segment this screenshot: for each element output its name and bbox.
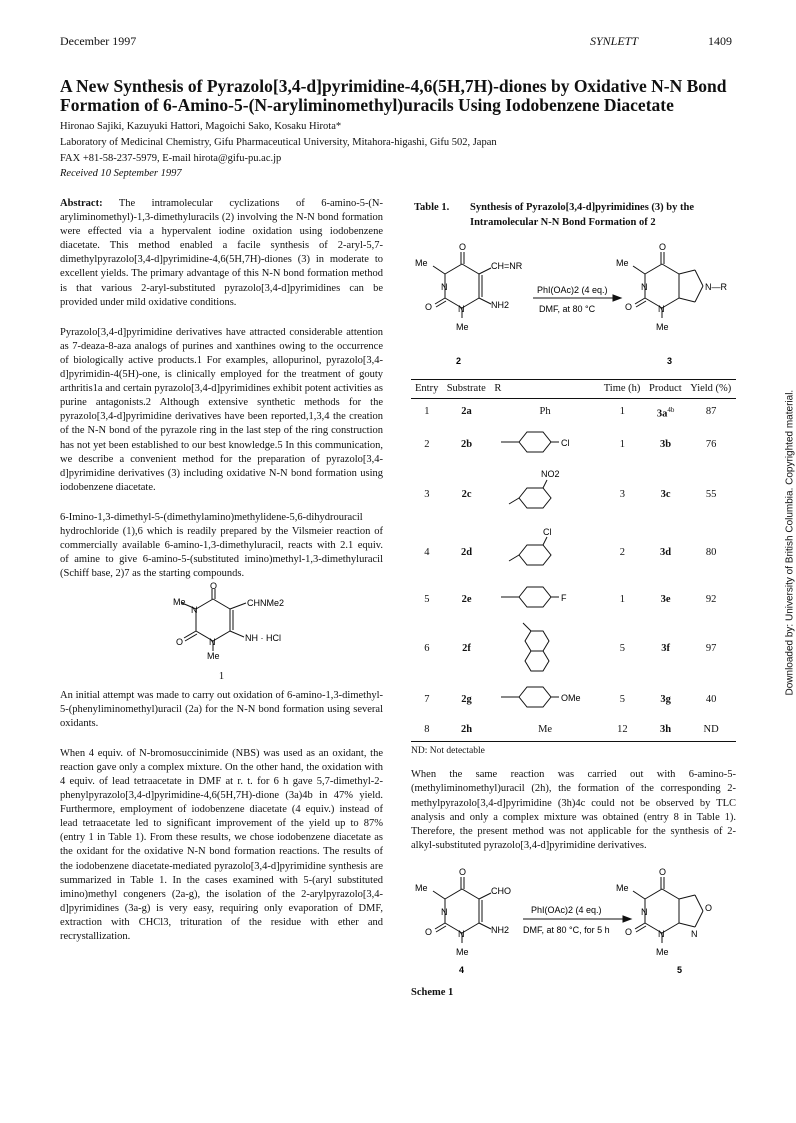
prod3-me-bottom: Me (656, 322, 669, 332)
sm4-aldehyde: CHO (491, 885, 511, 896)
r-substituent: NO2 (541, 469, 560, 480)
entry-cell: 7 (424, 693, 430, 705)
right-column (411, 200, 736, 1000)
compound-1-substituent: CHNMe2 (247, 598, 285, 609)
substrate-cell: 2d (461, 546, 473, 558)
contact-info: FAX +81-58-237-5979, E-mail hirota@gifu-pu.ac.jp (60, 153, 282, 164)
substrate-cell: 2e (461, 593, 472, 605)
product-reference: 4b (667, 405, 675, 414)
product-cell: 3b (660, 438, 672, 450)
table-row (411, 425, 736, 465)
col-entry: Entry (411, 380, 443, 399)
abstract-text: The intramolecular cyclizations of 6-amino-5-(N-aryliminomethyl)-1,3-dimethyluracils (2) involving the N-N bond formation were effected via a hypervalent iodine oxidation using iodobenzene diacetate. This method enabled a facile synthesis of 2-aryl-5,7-dimethylpyrazolo[3,4-d]pyrimidine-4,6(5H,7H)-diones (3) in moderate to excellent yields. The primary advantage of this N-N bond formation method is that various 2-aryl-substituted pyrazolo[3,4-d]pyrimidines can be provided under mild oxidative conditions. (60, 198, 384, 308)
sm4-amino: NH2 (491, 924, 510, 935)
r-cell: Me (538, 724, 553, 736)
compound-1-oxygen-top: O (210, 581, 218, 592)
product-cell: 3f (661, 643, 670, 655)
header-journal: SYNLETT (590, 34, 639, 48)
r-cell (490, 680, 599, 720)
prod5-ring-n: N (691, 928, 698, 939)
time-cell: 3 (619, 488, 625, 500)
prod5-me-bottom: Me (656, 946, 669, 957)
substrate-cell: 2f (462, 643, 471, 655)
prod5-oxygen-bottom: O (625, 926, 633, 937)
prod3-me-top: Me (616, 258, 629, 268)
received-date: Received 10 September 1997 (60, 168, 182, 179)
product-cell (645, 399, 686, 425)
product-cell: 3c (660, 488, 671, 500)
table-1-reagent: PhI(OAc)2 (4 eq.) (537, 285, 608, 295)
table-row (411, 581, 736, 619)
sm2-me-top: Me (415, 258, 428, 268)
time-cell: 5 (619, 693, 625, 705)
yield-cell: 40 (705, 693, 717, 705)
compound-1-me-bottom: Me (207, 651, 220, 662)
prod3-label: 3 (667, 356, 673, 366)
sm4-me-bottom: Me (456, 946, 469, 957)
compound-1-label: 1 (218, 671, 225, 683)
table-row (411, 399, 736, 425)
intro-paragraph: Pyrazolo[3,4-d]pyrimidine derivatives have attracted considerable attention as 7-deaza-8-aza analogs of purines and xanthines owing to the occurrence of biologically active products.1 For examples, allopurinol, pyrazolo[3,4-d]pyrimidin-4(5H)-one, is clinically employed for the treatment of gouty arthritis1a and certain pyrazolo[3,4-d]pyrimidines exhibit potent activities as purine antagonists.2 Although extensive synthetic methods for the pyrazolo[3,4-d]pyrimidine derivatives have been reported,1,3,4 the creation of the N-N bond of the pyrazole ring in the last step of the ring construction has not yet been established to our best knowledge.5 In this communication, we describe a convenient method for the preparation of pyrazolo[3,4-d]pyrimidine derivatives (3) including oxidative N-N bond formation using iodobenzene diacetate. (60, 326, 383, 493)
time-cell: 1 (619, 593, 625, 605)
time-cell: 1 (619, 438, 625, 450)
entry-cell: 5 (424, 593, 430, 605)
scheme-1-caption: Scheme 1 (411, 987, 454, 999)
prod5-ring-oxygen: O (705, 902, 713, 913)
prod3-n-r: N—R (705, 282, 727, 292)
sm4-n1: N (458, 928, 465, 939)
entry-cell: 6 (424, 643, 430, 655)
methoxyphenyl-structure (495, 682, 595, 712)
table-row (411, 525, 736, 581)
r-cell (490, 465, 599, 525)
yield-cell: 97 (705, 643, 717, 655)
r-substituent: Cl (543, 527, 552, 538)
entry-cell: 2 (424, 438, 430, 450)
sm2-oxygen-top: O (459, 242, 467, 252)
substrate-cell: 2a (461, 405, 472, 417)
sm2-n3: N (441, 282, 448, 292)
prod3-oxygen-bottom: O (625, 302, 633, 312)
entry-cell: 3 (424, 488, 430, 500)
product-id: 3a (656, 408, 668, 420)
table-row (411, 720, 736, 742)
table-1-reaction-scheme (411, 236, 736, 366)
abstract-label: Abstract: (60, 198, 103, 209)
vilsmeier-paragraph: 6-Imino-1,3-dimethyl-5-(dimethylamino)methylidene-5,6-dihydrouracil hydrochloride (1),6 which is readily prepared by the Vilsmeier reaction of commercially available 6-amino-1,3-dimethyluracil, reacts with 2.1 equiv. of amine to give 6-amino-5-(substituted imino)methyl-1,3-dimethyluracil (Schiff base, 2)7 as the starting compounds. (60, 511, 383, 580)
initial-attempt-paragraph: An initial attempt was made to carry out oxidation of 6-amino-1,3-dimethyl-5-(phenyliminomethyl)uracil (2a) for the N-N bond formation using several oxidants. (60, 689, 383, 729)
compound-1-structure (60, 581, 383, 663)
sm4-oxygen-bottom: O (425, 926, 433, 937)
sm2-n1: N (458, 304, 465, 314)
r-substituent: OMe (561, 693, 581, 704)
yield-cell: 80 (705, 546, 717, 558)
table-1-footnote: ND: Not detectable (411, 746, 485, 757)
naphthyl-structure (495, 619, 595, 675)
compound-1-n3: N (191, 605, 198, 616)
prod3-oxygen-top: O (659, 242, 667, 252)
nitrophenyl-structure (495, 466, 595, 518)
fluorophenyl-structure (495, 582, 595, 612)
yield-cell: 87 (705, 405, 717, 417)
time-cell: 5 (619, 643, 625, 655)
prod3-n7: N (658, 304, 665, 314)
prod5-oxygen-top: O (659, 866, 667, 877)
substrate-cell: 2g (461, 693, 472, 705)
scheme-1-structure (411, 867, 736, 977)
table-1-caption (414, 200, 736, 230)
oxidant-paragraph: When 4 equiv. of N-bromosuccinimide (NBS) was used as an oxidant, the reaction gave only a complex mixture. On the other hand, the oxidation with 4 equiv. of lead tetraacetate in DMF at r. t. for 6 h gave 5,7-dimethyl-2-phenylpyrazolo[3,4-d]pyrimidine-4,6(5H,7H)-dione (3a)4b in 47% yield. Furthermore, employment of iodobenzene diacetate (4 equiv.) instead of lead tetraacetate led to significant improvement of the yield up to 87% (entry 1 in Table 1). From these results, we chose iodobenzene diacetate as the oxidant for the oxidative N-N bond formation reactions. The results of the iodobenzene diacetate-mediated pyrazolo[3,4-d]pyrimidine synthesis are summarized in Table 1. In the cases examined with 5-(aryl substituted imino)methyl congeners (2a-g), the isolation of the 2-arylpyrazolo[3,4-d]pyrimidines (3a-g) is very easy, requiring only evaporation of DMF, extraction with CHCl3, trituration of the residue with ether and recrystallization. (60, 747, 383, 943)
methylimino-paragraph: When the same reaction was carried out with 6-amino-5-(methyliminomethyl)uracil (2h), the formation of the corresponding 2-methylpyrazolo[3,4-d]pyrimidine (3h)4c could not be observed by TLC analysis and only a complex mixture was obtained (entry 8 in Table 1). Therefore, the present method was not applicable for the synthesis of 2-alkyl-substituted pyrazolo[3,4-d]pyrimidine derivatives. (411, 769, 736, 851)
r-cell (490, 619, 599, 680)
col-time: Time (h) (600, 380, 645, 399)
table-1-label: Table 1. (414, 202, 450, 213)
authors: Hironao Sajiki, Kazuyuki Hattori, Magoichi Sako, Kosaku Hirota* (60, 121, 342, 132)
product-cell: 3d (660, 546, 672, 558)
prod3-n5: N (641, 282, 648, 292)
product-cell: 3e (660, 593, 671, 605)
abstract (60, 197, 383, 310)
chlorophenyl-meta-structure (495, 525, 595, 575)
yield-cell: 92 (705, 593, 717, 605)
substrate-cell: 2b (461, 438, 473, 450)
substrate-cell: 2h (461, 724, 473, 736)
yield-cell: 55 (705, 488, 717, 500)
sm2-me-bottom: Me (456, 322, 469, 332)
yield-cell: 76 (705, 438, 717, 450)
prod5-n7: N (658, 928, 665, 939)
sm4-n3: N (441, 906, 448, 917)
scheme-1-conditions: DMF, at 80 °C, for 5 h (523, 924, 610, 935)
article-title: A New Synthesis of Pyrazolo[3,4-d]pyrimidine-4,6(5H,7H)-diones by Oxidative N-N Bond Formation of 6-Amino-5-(N-aryliminomethyl)uracils Using Iodobenzene Diacetate (60, 76, 727, 115)
compound-1-oxygen-bottom: O (176, 637, 184, 648)
download-watermark (780, 389, 796, 700)
table-header-row (411, 380, 736, 399)
download-watermark-text: Downloaded by: University of British Columbia. Copyrighted material. (784, 389, 796, 696)
table-row (411, 680, 736, 720)
substrate-cell: 2c (461, 488, 472, 500)
product-cell: 3g (660, 693, 671, 705)
sm2-amino: NH2 (491, 300, 510, 310)
entry-cell: 1 (424, 405, 430, 417)
r-cell (490, 425, 599, 465)
affiliation: Laboratory of Medicinal Chemistry, Gifu Pharmaceutical University, Mitahora-higashi, Gifu 502, Japan (60, 137, 497, 148)
sm2-oxygen-bottom: O (425, 302, 433, 312)
sm4-me-top: Me (415, 882, 428, 893)
table-1-conditions: DMF, at 80 °C (539, 304, 596, 314)
product-cell: 3h (660, 724, 672, 736)
chlorophenyl-structure (495, 427, 595, 457)
left-column (60, 197, 383, 960)
col-product: Product (645, 380, 686, 399)
table-row (411, 465, 736, 525)
sm4-label: 4 (459, 964, 465, 975)
table-1-caption-text: Synthesis of Pyrazolo[3,4-d]pyrimidines (3) by the Intramolecular N-N Bond Formation of 2 (470, 202, 694, 228)
compound-1-imine-hcl: NH · HCl (245, 633, 281, 644)
compound-1-n1: N (209, 637, 216, 648)
time-cell: 2 (619, 546, 625, 558)
yield-cell: ND (703, 724, 719, 736)
prod5-me-top: Me (616, 882, 629, 893)
sm2-substituent: CH=NR (491, 261, 523, 271)
col-yield: Yield (%) (686, 380, 736, 399)
header-page-number: 1409 (708, 34, 732, 48)
time-cell: 12 (617, 724, 628, 736)
table-1 (411, 379, 736, 742)
r-cell: Ph (539, 405, 551, 417)
sm4-oxygen-top: O (459, 866, 467, 877)
r-cell (490, 525, 599, 581)
entry-cell: 4 (424, 546, 430, 558)
col-substrate: Substrate (443, 380, 491, 399)
sm2-label: 2 (456, 356, 462, 366)
prod5-label: 5 (677, 964, 683, 975)
header-date: December 1997 (60, 34, 137, 48)
prod5-n5: N (641, 906, 648, 917)
r-substituent: Cl (561, 438, 570, 449)
col-r: R (490, 380, 599, 399)
scheme-1-reagent: PhI(OAc)2 (4 eq.) (531, 904, 602, 915)
r-substituent: F (561, 593, 567, 604)
table-row (411, 619, 736, 680)
entry-cell: 8 (424, 724, 430, 736)
time-cell: 1 (619, 405, 625, 417)
compound-1-me-top: Me (173, 597, 186, 608)
r-cell (490, 581, 599, 619)
